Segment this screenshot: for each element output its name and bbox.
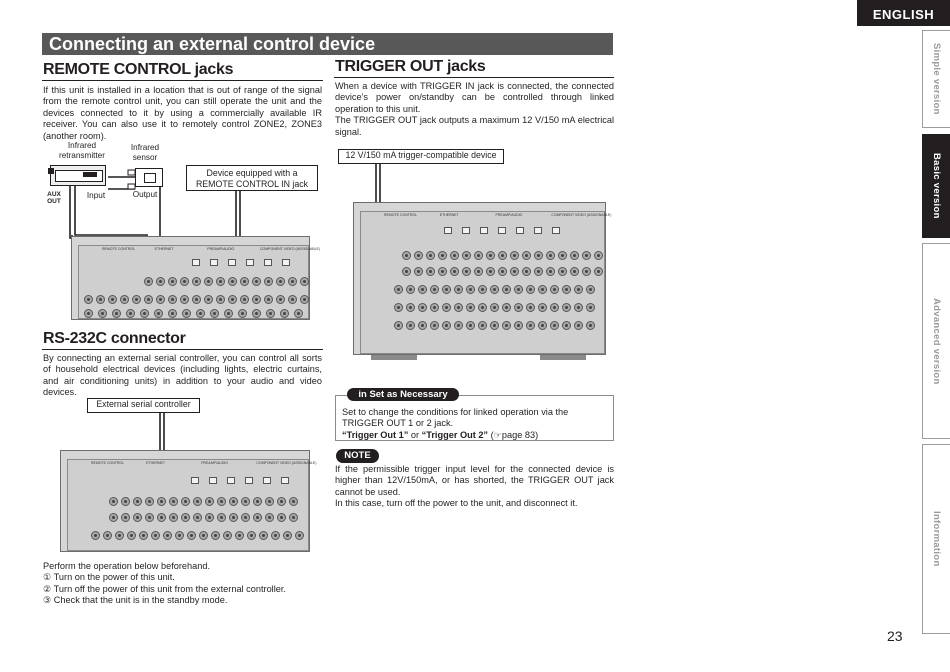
rca-jack <box>240 277 249 286</box>
or-text: or <box>408 429 422 440</box>
hdmi-connector <box>516 227 524 234</box>
rca-jack <box>502 285 511 294</box>
rca-jack <box>570 251 579 260</box>
rca-jack <box>224 309 233 318</box>
rca-jack <box>144 295 153 304</box>
rca-jack <box>247 531 256 540</box>
trigger-out-2-ref[interactable]: “Trigger Out 2” <box>421 429 489 440</box>
rca-jack <box>252 295 261 304</box>
rca-jack <box>486 251 495 260</box>
rca-jack <box>277 497 286 506</box>
rca-jack <box>570 267 579 276</box>
trigger-out-body-1: When a device with TRIGGER IN jack is connected, the connected device’s power on/standby can be controlled through linked operation to this unit. <box>335 81 614 114</box>
receiver-rear-panel-rs232c <box>60 450 317 552</box>
rca-jack <box>280 309 289 318</box>
panel-label: REMOTE CONTROL <box>102 247 136 251</box>
rca-jack <box>180 277 189 286</box>
receiver-rear-panel-trigger <box>353 202 612 355</box>
device-remote-control-box: Device equipped with a REMOTE CONTROL IN jack <box>186 165 318 191</box>
rca-jack <box>538 321 547 330</box>
steps-intro: Perform the operation below beforehand. <box>43 561 211 571</box>
rca-jack <box>450 267 459 276</box>
rca-jack <box>144 277 153 286</box>
rca-jack <box>454 303 463 312</box>
rca-jack <box>157 497 166 506</box>
rca-jack <box>169 513 178 522</box>
rca-jack <box>229 513 238 522</box>
rca-jack <box>271 531 280 540</box>
hdmi-connector <box>480 227 488 234</box>
rca-jack <box>192 277 201 286</box>
panel-label: ETHERNET <box>439 213 459 217</box>
rca-jack <box>108 295 117 304</box>
remote-control-heading: REMOTE CONTROL jacks <box>43 61 234 78</box>
rca-jack <box>264 277 273 286</box>
rca-jack <box>196 309 205 318</box>
rca-jack <box>96 295 105 304</box>
rca-jack <box>522 267 531 276</box>
language-label: ENGLISH <box>857 0 950 26</box>
rca-jack <box>478 321 487 330</box>
rca-jack <box>442 303 451 312</box>
external-serial-controller-box: External serial controller <box>87 398 200 413</box>
rca-jack <box>510 251 519 260</box>
output-label: Output <box>132 190 158 199</box>
rca-jack <box>115 531 124 540</box>
hdmi-connector <box>228 259 236 266</box>
rca-jack <box>187 531 196 540</box>
rca-jack <box>264 295 273 304</box>
rca-jack <box>223 531 232 540</box>
step-1: ① Turn on the power of this unit. <box>43 572 175 583</box>
hdmi-connector <box>192 259 200 266</box>
rca-jack <box>276 277 285 286</box>
rca-jack <box>192 295 201 304</box>
rca-jack <box>526 303 535 312</box>
rca-jack <box>490 285 499 294</box>
rca-jack <box>112 309 121 318</box>
rca-jack <box>238 309 247 318</box>
rca-jack <box>253 513 262 522</box>
rca-jack <box>240 295 249 304</box>
rca-jack <box>418 303 427 312</box>
rca-jack <box>133 513 142 522</box>
rca-jack <box>133 497 142 506</box>
rca-jack <box>414 267 423 276</box>
panel-label: COMPONENT VIDEO (ASSIGNABLE) <box>260 247 321 251</box>
rca-jack <box>394 321 403 330</box>
rca-jack <box>109 513 118 522</box>
rca-jack <box>300 277 309 286</box>
set-as-necessary-text <box>342 407 608 441</box>
rca-jack <box>450 251 459 260</box>
rca-jack <box>259 531 268 540</box>
rca-jack <box>182 309 191 318</box>
rca-jack <box>229 497 238 506</box>
rca-jack <box>288 277 297 286</box>
rca-jack <box>502 303 511 312</box>
rca-jack <box>594 267 603 276</box>
rca-jack <box>442 285 451 294</box>
rca-jack <box>594 251 603 260</box>
rca-jack <box>168 277 177 286</box>
rca-jack <box>462 267 471 276</box>
panel-label: REMOTE CONTROL <box>384 213 418 217</box>
page-ref[interactable]: (☞page 83) <box>488 429 539 440</box>
tab-label: Information <box>931 511 942 567</box>
rca-jack <box>180 295 189 304</box>
rca-jack <box>462 251 471 260</box>
hdmi-connector <box>210 259 218 266</box>
rca-jack <box>438 267 447 276</box>
receiver-rear-panel-remote <box>71 236 321 320</box>
rca-jack <box>574 285 583 294</box>
rca-jack <box>438 251 447 260</box>
tab-simple-version[interactable] <box>922 30 950 128</box>
rca-jack <box>300 295 309 304</box>
rca-jack <box>550 321 559 330</box>
rca-jack <box>289 497 298 506</box>
rca-jack <box>514 303 523 312</box>
rca-jack <box>126 309 135 318</box>
rca-jack <box>442 321 451 330</box>
note-1: If the permissible trigger input level for the connected device is higher than 12V/150mA, or has shorted, the TRIGGER OUT jack cannot be used. <box>335 464 614 497</box>
rca-jack <box>168 309 177 318</box>
rca-jack <box>498 267 507 276</box>
rca-jack <box>586 303 595 312</box>
rca-jack <box>175 531 184 540</box>
rca-jack <box>205 497 214 506</box>
rca-jack <box>145 497 154 506</box>
rca-jack <box>266 309 275 318</box>
rca-jack <box>252 309 261 318</box>
rca-jack <box>466 285 475 294</box>
rca-jack <box>120 295 129 304</box>
rca-jack <box>217 513 226 522</box>
rca-jack <box>139 531 148 540</box>
rca-jack <box>478 285 487 294</box>
hdmi-connector <box>281 477 289 484</box>
hdmi-connector <box>263 477 271 484</box>
rca-jack <box>478 303 487 312</box>
rca-jack <box>235 531 244 540</box>
rca-jack <box>454 285 463 294</box>
rca-jack <box>418 285 427 294</box>
rca-jack <box>163 531 172 540</box>
rca-jack <box>430 303 439 312</box>
panel-label: COMPONENT VIDEO (ASSIGNABLE) <box>551 213 612 217</box>
rca-jack <box>216 277 225 286</box>
rca-jack <box>228 295 237 304</box>
rca-jack <box>514 285 523 294</box>
rca-jack <box>157 513 166 522</box>
rca-jack <box>181 513 190 522</box>
rca-jack <box>276 295 285 304</box>
rca-jack <box>414 251 423 260</box>
rca-jack <box>103 531 112 540</box>
remote-control-body: If this unit is installed in a location that is out of range of the signal from the remote control unit, you can still operate the unit and the devices connected to it by using a commercially available IR receiver. You can also use it to remotely control ZONE2, ZONE3 (another room). <box>43 85 322 141</box>
aux-out-label: AUX OUT <box>47 191 61 205</box>
rca-jack <box>289 513 298 522</box>
note-text <box>335 464 614 510</box>
rca-jack <box>181 497 190 506</box>
rca-jack <box>241 497 250 506</box>
rca-jack <box>277 513 286 522</box>
rca-jack <box>582 251 591 260</box>
rca-jack <box>466 321 475 330</box>
rca-jack <box>394 303 403 312</box>
step-3: ③ Check that the unit is in the standby mode. <box>43 595 228 606</box>
heading-rule <box>42 80 323 81</box>
rca-jack <box>466 303 475 312</box>
tab-information[interactable] <box>922 444 950 634</box>
rca-jack <box>205 513 214 522</box>
panel-label: REMOTE CONTROL <box>91 461 125 465</box>
rca-jack <box>211 531 220 540</box>
rca-jack <box>430 321 439 330</box>
rca-jack <box>217 497 226 506</box>
rca-jack <box>534 251 543 260</box>
rca-jack <box>241 513 250 522</box>
trigger-out-body-2: The TRIGGER OUT jack outputs a maximum 12 V/150 mA electrical signal. <box>335 115 614 137</box>
rca-jack <box>288 295 297 304</box>
hdmi-connector <box>282 259 290 266</box>
rca-jack <box>132 295 141 304</box>
input-label: Input <box>86 191 106 200</box>
rca-jack <box>406 321 415 330</box>
panel-label: PREAMP/AUDIO <box>495 213 523 217</box>
hdmi-connector <box>227 477 235 484</box>
rca-jack <box>193 513 202 522</box>
panel-foot <box>371 355 417 360</box>
rca-jack <box>228 277 237 286</box>
rca-jack <box>199 531 208 540</box>
rca-jack <box>121 497 130 506</box>
rca-jack <box>586 285 595 294</box>
rca-jack <box>498 251 507 260</box>
rca-jack <box>127 531 136 540</box>
rca-jack <box>265 513 274 522</box>
section-title: Connecting an external control device <box>42 33 613 55</box>
rca-jack <box>406 285 415 294</box>
hdmi-connector <box>209 477 217 484</box>
rca-jack <box>502 321 511 330</box>
rca-jack <box>295 531 304 540</box>
rca-jack <box>574 321 583 330</box>
rca-jack <box>426 267 435 276</box>
rca-jack <box>265 497 274 506</box>
rca-jack <box>582 267 591 276</box>
hdmi-connector <box>498 227 506 234</box>
rca-jack <box>562 303 571 312</box>
rca-jack <box>586 321 595 330</box>
rca-jack <box>121 513 130 522</box>
rca-jack <box>402 251 411 260</box>
heading-rule <box>42 349 323 350</box>
rca-jack <box>490 303 499 312</box>
rca-jack <box>204 295 213 304</box>
rca-jack <box>253 497 262 506</box>
rca-jack <box>418 321 427 330</box>
rca-jack <box>252 277 261 286</box>
panel-label: ETHERNET <box>154 247 174 251</box>
rca-jack <box>474 251 483 260</box>
set-body: Set to change the conditions for linked operation via the TRIGGER OUT 1 or 2 jack. <box>342 407 569 429</box>
rca-jack <box>154 309 163 318</box>
rca-jack <box>216 295 225 304</box>
hdmi-connector <box>534 227 542 234</box>
rca-jack <box>98 309 107 318</box>
rca-jack <box>294 309 303 318</box>
rca-jack <box>402 267 411 276</box>
rca-jack <box>562 285 571 294</box>
trigger-out-heading: TRIGGER OUT jacks <box>335 58 486 75</box>
rca-jack <box>538 285 547 294</box>
rs232c-body: By connecting an external serial controller, you can control all sorts of household electrical devices (including lights, electric curtains, and air conditioning units) in addition to your audio and video devices. <box>43 353 322 398</box>
rca-jack <box>526 321 535 330</box>
rca-jack <box>193 497 202 506</box>
rca-jack <box>550 303 559 312</box>
rca-jack <box>394 285 403 294</box>
rca-jack <box>558 251 567 260</box>
rca-jack <box>140 309 149 318</box>
rca-jack <box>490 321 499 330</box>
rca-jack <box>550 285 559 294</box>
rca-jack <box>204 277 213 286</box>
set-as-necessary-box <box>335 395 614 441</box>
tab-label: Basic version <box>931 153 942 219</box>
rca-jack <box>156 277 165 286</box>
trigger-device-box: 12 V/150 mA trigger-compatible device <box>338 149 504 164</box>
panel-foot <box>540 355 586 360</box>
rca-jack <box>558 267 567 276</box>
tab-label: Advanced version <box>931 297 942 385</box>
hdmi-connector <box>444 227 452 234</box>
hdmi-connector <box>246 259 254 266</box>
rca-jack <box>538 303 547 312</box>
note-2: In this case, turn off the power to the unit, and disconnect it. <box>335 498 578 509</box>
rca-jack <box>109 497 118 506</box>
rca-jack <box>169 497 178 506</box>
rca-jack <box>454 321 463 330</box>
rca-jack <box>514 321 523 330</box>
rca-jack <box>474 267 483 276</box>
infrared-sensor-label: Infrared sensor <box>130 143 160 162</box>
rca-jack <box>84 295 93 304</box>
panel-label: PREAMP/AUDIO <box>207 247 235 251</box>
rca-jack <box>522 251 531 260</box>
rca-jack <box>426 251 435 260</box>
rca-jack <box>406 303 415 312</box>
rca-jack <box>168 295 177 304</box>
rca-jack <box>210 309 219 318</box>
rca-jack <box>546 267 555 276</box>
tab-basic-version[interactable] <box>922 134 950 238</box>
rca-jack <box>145 513 154 522</box>
hdmi-connector <box>462 227 470 234</box>
panel-label: ETHERNET <box>146 461 165 465</box>
hdmi-connector <box>264 259 272 266</box>
trigger-out-1-ref[interactable]: “Trigger Out 1” <box>342 429 409 440</box>
step-2: ② Turn off the power of this unit from the external controller. <box>43 583 286 594</box>
panel-label: PREAMP/AUDIO <box>201 461 229 465</box>
hdmi-connector <box>552 227 560 234</box>
heading-rule <box>334 77 614 78</box>
trigger-out-body <box>335 81 614 138</box>
rs232c-steps <box>43 561 333 607</box>
rca-jack <box>156 295 165 304</box>
tab-advanced-version[interactable] <box>922 243 950 439</box>
hdmi-connector <box>245 477 253 484</box>
rca-jack <box>84 309 93 318</box>
rca-jack <box>151 531 160 540</box>
rca-jack <box>486 267 495 276</box>
note-badge: NOTE <box>336 449 379 463</box>
page-number: 23 <box>887 628 903 644</box>
set-as-necessary-title: in Set as Necessary <box>347 388 459 401</box>
rca-jack <box>562 321 571 330</box>
rca-jack <box>546 251 555 260</box>
tab-label: Simple version <box>931 43 942 115</box>
rs232c-heading: RS-232C connector <box>43 330 186 347</box>
rca-jack <box>510 267 519 276</box>
rca-jack <box>430 285 439 294</box>
rca-jack <box>283 531 292 540</box>
rca-jack <box>534 267 543 276</box>
rca-jack <box>574 303 583 312</box>
infrared-retransmitter-label: Infrared retransmitter <box>59 141 105 160</box>
rca-jack <box>91 531 100 540</box>
hdmi-connector <box>191 477 199 484</box>
rca-jack <box>526 285 535 294</box>
panel-label: COMPONENT VIDEO (ASSIGNABLE) <box>256 461 317 465</box>
